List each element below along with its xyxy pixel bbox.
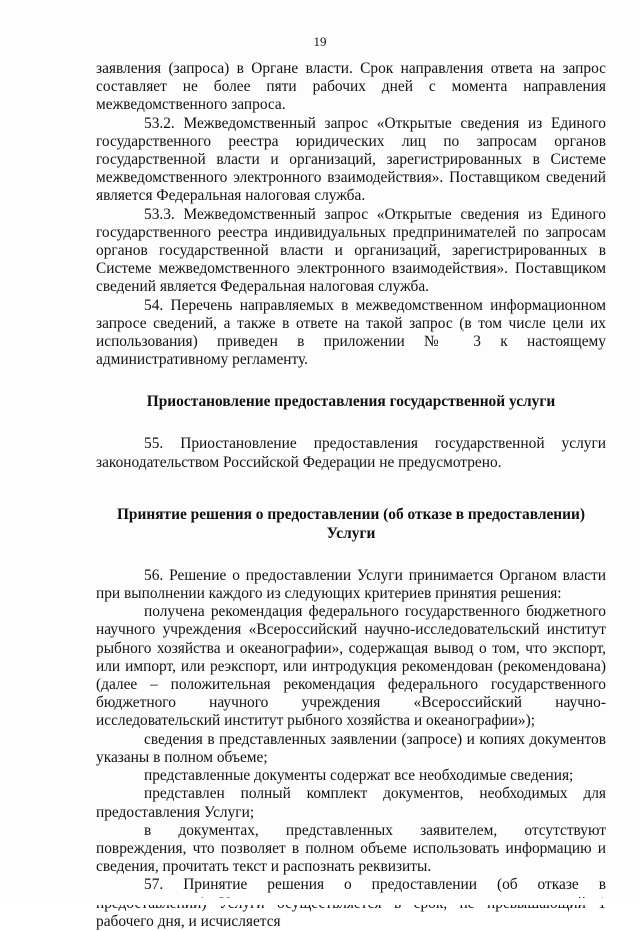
criterion-recommendation: получена рекомендация федерального государственного бюджетного научного учреждения «Всероссийский научно-исследовательский институт рыбного хозяйства и океанографии», содержащая вывод о том, что экспорт, или импорт, или реэкспорт, или интродукция рекомендован (рекомендована) (далее – положительная рекомендация федерального государственного бюджетного научного учреждения «Всероссийский научно-исследовательский институт рыбного хозяйства и океанографии»); (96, 603, 606, 730)
paragraph-54: 54. Перечень направляемых в межведомственном информационном запросе сведений, а также в ответе на такой запрос (в том числе цели их использования) приведен в приложении № 3 к настоящему административному регламенту. (96, 296, 606, 369)
page-number: 19 (313, 34, 327, 49)
paragraph-continuation: заявления (запроса) в Органе власти. Срок направления ответа на запрос составляет не более пяти рабочих дней с момента направления межведомственного запроса. (96, 60, 606, 114)
paragraph-53-2: 53.2. Межведомственный запрос «Открытые сведения из Единого государственного реестра юридических лиц по запросам органов государственной власти и организаций, зарегистрированных в Системе межведомственного электронного взаимодействия». Поставщиком сведений является Федеральная налоговая служба. (96, 114, 606, 205)
paragraph-55: 55. Приостановление предоставления государственной услуги законодательством Российской Федерации не предусмотрено. (96, 435, 606, 471)
section-heading-suspension: Приостановление предоставления государственной услуги (146, 393, 556, 411)
section-heading-decision (96, 505, 606, 543)
paragraph-57: 57. Принятие решения о предоставлении (об отказе в рабочего дня, и исчисляется (96, 876, 606, 930)
page-bottom-edge (0, 898, 640, 905)
criterion-full-set: представлен полный комплект документов, необходимых для предоставления Услуги; (96, 785, 606, 821)
criterion-full-info: сведения в представленных заявлении (запросе) и копиях документов указаны в полном объеме; (96, 730, 606, 766)
paragraph-53-3: 53.3. Межведомственный запрос «Открытые сведения из Единого государственного реестра индивидуальных предпринимателей по запросам органов государственной власти и организаций, зарегистрированных в Системе межведомственного электронного взаимодействия». Поставщиком сведений является Федеральная налоговая служба. (96, 205, 606, 296)
criterion-documents-complete-info: представленные документы содержат все необходимые сведения; (144, 767, 574, 785)
criterion-no-damage: в документах, представленных заявителем, отсутствуют повреждения, что позволяет в полном объеме использовать информацию и сведения, прочитать текст и распознать реквизиты. (96, 821, 606, 876)
section-heading-decision-line1: Принятие решения о предоставлении (об отказе в предоставлении) (116, 505, 586, 523)
section-heading-decision-line2: Услуги (326, 524, 376, 542)
paragraph-56: 56. Решение о предоставлении Услуги принимается Органом власти при выполнении каждого из следующих критериев принятия решения: (96, 566, 606, 603)
document-body (96, 60, 606, 931)
